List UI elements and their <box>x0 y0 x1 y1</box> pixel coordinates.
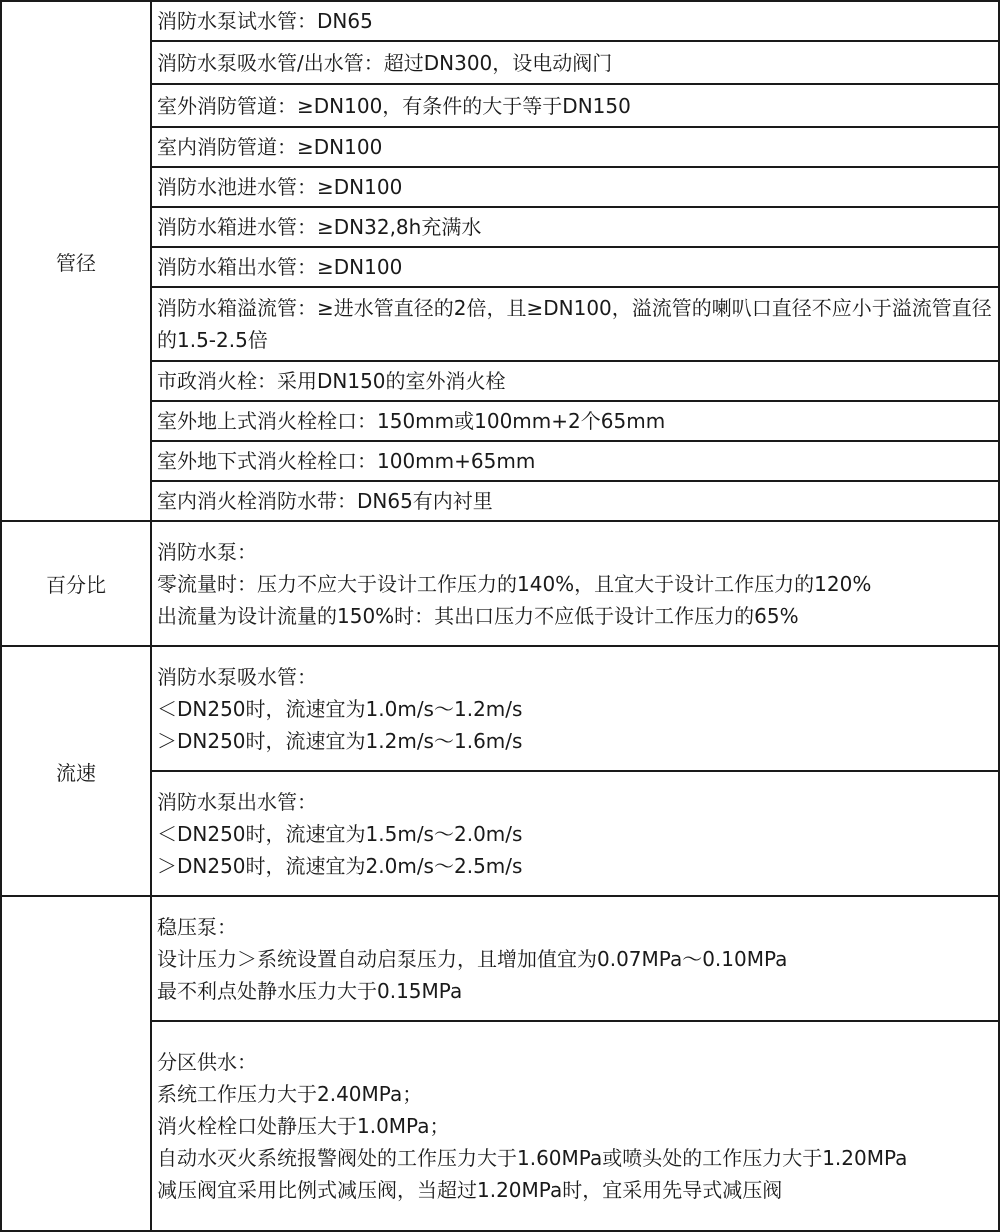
table-row <box>1 207 999 247</box>
spec-cell <box>151 207 999 247</box>
spec-cell <box>151 1 999 41</box>
table-row <box>1 127 999 167</box>
spec-line: ＞DN250时，流速宜为2.0m/s～2.5m/s <box>157 853 523 878</box>
spec-cell <box>151 287 999 361</box>
section-label: 管径 <box>1 1 151 521</box>
spec-cell <box>151 127 999 167</box>
table-row <box>1 247 999 287</box>
spec-line: 消防水泵出水管： <box>157 789 317 814</box>
spec-line: 消防水泵吸水管： <box>157 664 317 689</box>
table-row <box>1 287 999 361</box>
spec-line: 减压阀宜采用比例式减压阀，当超过1.20MPa时，宜采用先导式减压阀 <box>157 1178 783 1202</box>
section-label: 百分比 <box>1 521 151 646</box>
table-row <box>1 771 999 896</box>
spec-line: 分区供水： <box>157 1050 257 1074</box>
spec-cell <box>151 441 999 481</box>
spec-cell <box>151 481 999 521</box>
spec-cell <box>151 521 999 646</box>
spec-line: 消防水泵： <box>157 539 257 564</box>
spec-cell <box>151 771 999 896</box>
spec-line: 室外地上式消火栓栓口：150mm或100mm+2个65mm <box>157 409 666 433</box>
table-row <box>1 361 999 401</box>
spec-line: 设计压力＞系统设置自动启泵压力，且增加值宜为0.07MPa～0.10MPa <box>157 946 788 971</box>
spec-line: 室外消防管道：≥DN100，有条件的大于等于DN150 <box>157 93 631 118</box>
spec-line: 消火栓栓口处静压大于1.0MPa； <box>157 1114 450 1138</box>
spec-line: 室内消火栓消防水带：DN65有内衬里 <box>157 489 493 513</box>
section-label <box>1 896 151 1231</box>
spec-line: 系统工作压力大于2.40MPa； <box>157 1082 423 1106</box>
table-row <box>1 521 999 646</box>
spec-line: 消防水泵吸水管/出水管：超过DN300，设电动阀门 <box>157 50 613 75</box>
table-row <box>1 441 999 481</box>
spec-line: 消防水箱进水管：≥DN32,8h充满水 <box>157 215 482 239</box>
table-row <box>1 401 999 441</box>
table-row <box>1 646 999 771</box>
table-row <box>1 896 999 1021</box>
table-row <box>1 1 999 41</box>
spec-cell <box>151 84 999 127</box>
spec-cell <box>151 247 999 287</box>
spec-cell <box>151 896 999 1021</box>
table-row <box>1 167 999 207</box>
spec-line: 稳压泵： <box>157 914 237 939</box>
table-row <box>1 481 999 521</box>
spec-line: 消防水泵试水管：DN65 <box>157 9 373 33</box>
spec-line: 零流量时：压力不应大于设计工作压力的140%，且宜大于设计工作压力的120% <box>157 571 872 596</box>
spec-cell <box>151 361 999 401</box>
spec-cell <box>151 401 999 441</box>
spec-line: 室内消防管道：≥DN100 <box>157 135 383 159</box>
spec-line: ＞DN250时，流速宜为1.2m/s～1.6m/s <box>157 728 523 753</box>
spec-line: 自动水灭火系统报警阀处的工作压力大于1.60MPa或喷头处的工作压力大于1.20MPa <box>157 1146 908 1170</box>
spec-line: 消防水箱出水管：≥DN100 <box>157 255 403 279</box>
spec-cell <box>151 167 999 207</box>
table-row <box>1 1021 999 1231</box>
spec-cell <box>151 646 999 771</box>
spec-line: 消防水箱溢流管：≥进水管直径的2倍，且≥DN100，溢流管的喇叭口直径不应小于溢流管直径的1.5-2.5倍 <box>157 296 992 352</box>
spec-line: ＜DN250时，流速宜为1.5m/s～2.0m/s <box>157 821 523 846</box>
spec-line: 市政消火栓：采用DN150的室外消火栓 <box>157 369 506 393</box>
spec-line: 消防水池进水管：≥DN100 <box>157 175 403 199</box>
spec-cell <box>151 41 999 84</box>
spec-line: 出流量为设计流量的150%时：其出口压力不应低于设计工作压力的65% <box>157 603 799 628</box>
spec-line: 最不利点处静水压力大于0.15MPa <box>157 978 463 1003</box>
section-label: 流速 <box>1 646 151 896</box>
spec-line: 室外地下式消火栓栓口：100mm+65mm <box>157 449 536 473</box>
table-row <box>1 41 999 84</box>
spec-cell <box>151 1021 999 1231</box>
spec-line: ＜DN250时，流速宜为1.0m/s～1.2m/s <box>157 696 523 721</box>
table-row <box>1 84 999 127</box>
spec-table-body <box>1 1 999 1231</box>
